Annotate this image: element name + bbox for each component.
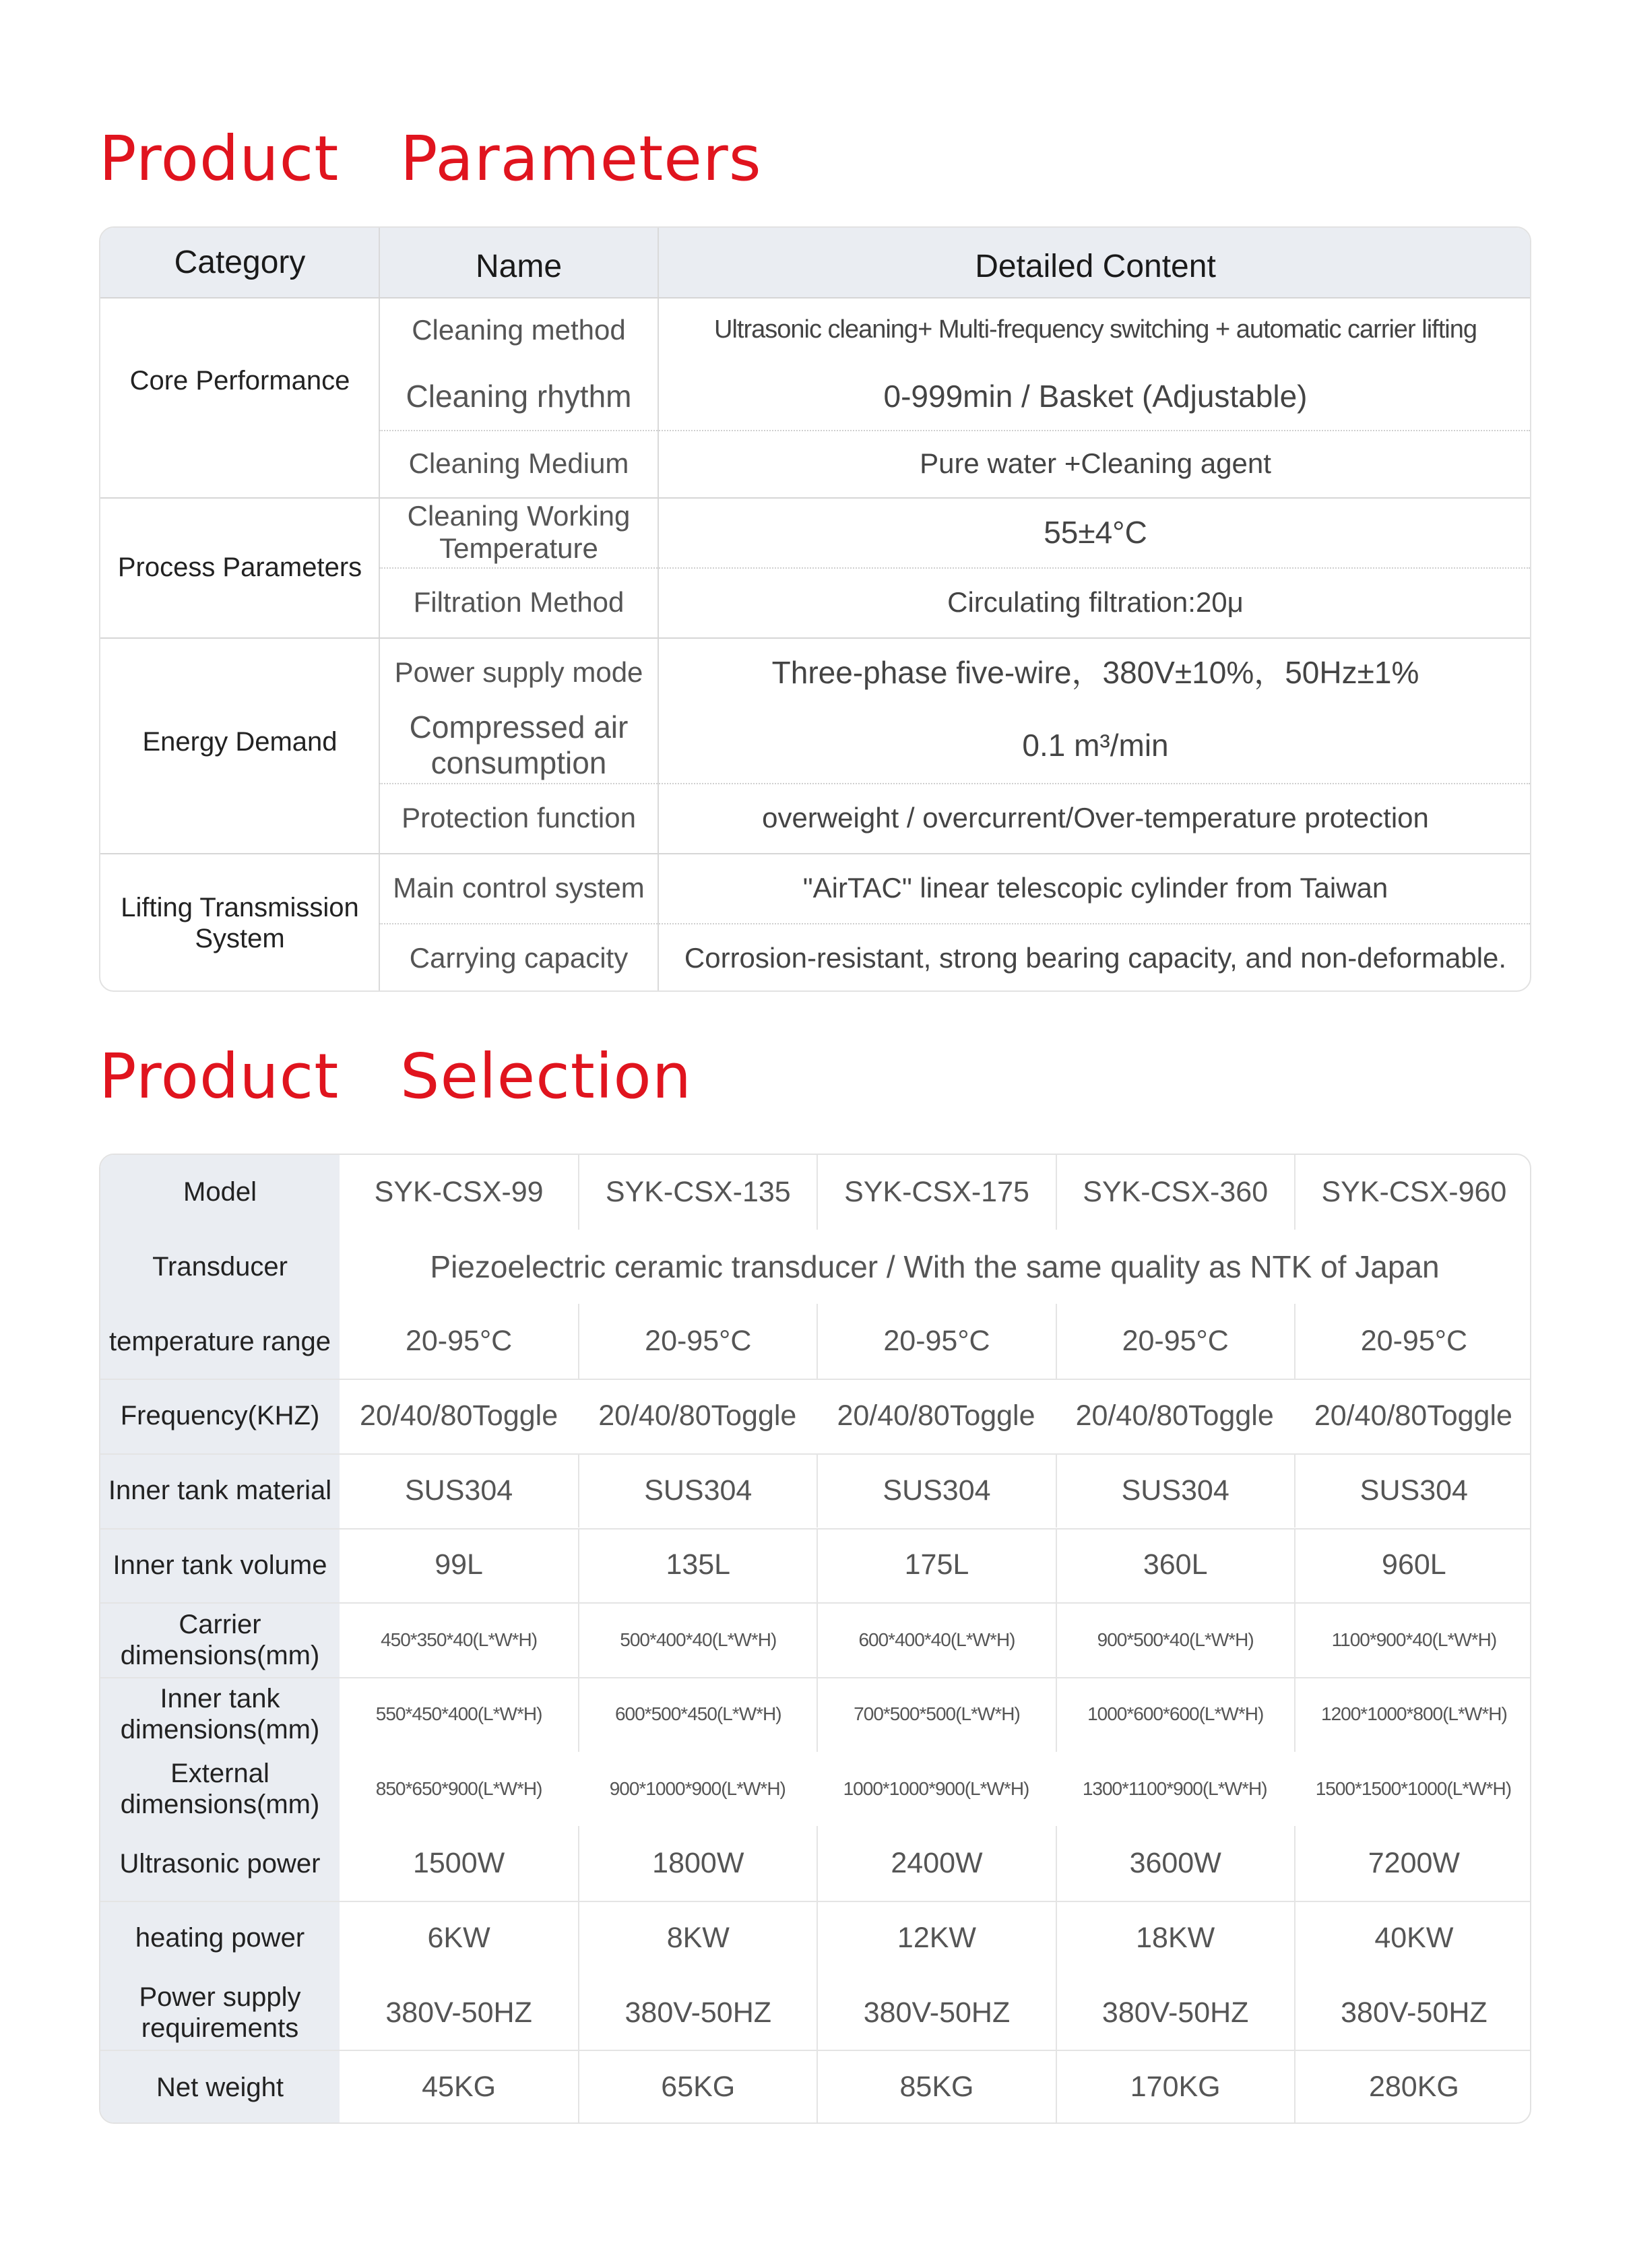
param-name: Power supply mode: [394, 656, 643, 688]
spec-value: SYK-CSX-175: [817, 1155, 1055, 1230]
spec-value: 380V-50HZ: [578, 1976, 817, 2050]
spec-value: 600*500*450(L*W*H): [578, 1677, 817, 1752]
param-name: Cleaning rhythm: [406, 378, 632, 414]
spec-value: 45KG: [422, 2071, 497, 2104]
spec-value: 20-95°C: [1056, 1304, 1294, 1379]
param-content: Corrosion-resistant, strong bearing capacity, and non-deformable.: [684, 941, 1507, 974]
spec-value: 360L: [1056, 1528, 1294, 1603]
product-parameters-heading: Product Parameters: [99, 123, 762, 195]
row-divider: [379, 430, 1530, 431]
spec-value: 1300*1100*900(L*W*H): [1082, 1777, 1267, 1799]
spec-label: heating power: [135, 1923, 305, 1953]
spec-value: 2400W: [817, 1826, 1055, 1901]
spec-label: Net weight: [156, 2072, 284, 2102]
header-category: Category: [100, 228, 379, 298]
spec-value: 20/40/80Toggle: [598, 1399, 797, 1432]
header-name: Name: [379, 228, 658, 298]
spec-value: 20-95°C: [578, 1304, 817, 1379]
spec-value: 175L: [817, 1528, 1055, 1603]
spec-value: 280KG: [1294, 2050, 1531, 2124]
spec-value: 500*400*40(L*W*H): [578, 1602, 817, 1677]
spec-row: [100, 1752, 1530, 1827]
spec-value: 1800W: [578, 1826, 817, 1901]
spec-label: Carrier dimensions(mm): [120, 1609, 320, 1670]
spec-label: External dimensions(mm): [120, 1758, 320, 1819]
spec-value: SUS304: [1294, 1453, 1531, 1528]
category-energy-demand: Energy Demand: [142, 727, 338, 757]
spec-value: SYK-CSX-360: [1056, 1155, 1294, 1230]
product-parameters-table: [99, 226, 1531, 992]
spec-label: Ultrasonic power: [119, 1848, 321, 1879]
spec-value: SYK-CSX-135: [578, 1155, 817, 1230]
spec-label: Frequency(KHZ): [120, 1401, 320, 1431]
spec-value: SYK-CSX-960: [1294, 1155, 1531, 1230]
row-divider: [100, 853, 1530, 854]
spec-row: [100, 1379, 1530, 1453]
spec-value: 1100*900*40(L*W*H): [1294, 1602, 1531, 1677]
spec-value: 8KW: [578, 1901, 817, 1976]
spec-value: 20/40/80Toggle: [1075, 1399, 1274, 1432]
row-divider: [100, 637, 1530, 639]
spec-value: 1500W: [412, 1847, 505, 1880]
product-selection-heading: Product Selection: [99, 1040, 693, 1112]
row-divider: [379, 567, 1530, 569]
param-name: Cleaning Working Temperature: [407, 499, 631, 564]
spec-value: 18KW: [1056, 1901, 1294, 1976]
spec-label: Inner tank dimensions(mm): [120, 1684, 320, 1745]
spec-label: Model: [183, 1177, 257, 1207]
spec-value: SUS304: [817, 1453, 1055, 1528]
spec-value: 12KW: [817, 1901, 1055, 1976]
spec-value: 900*1000*900(L*W*H): [609, 1777, 786, 1799]
param-name: Cleaning Medium: [408, 447, 629, 479]
param-content: Ultrasonic cleaning+ Multi-frequency switching + automatic carrier lifting: [714, 315, 1477, 344]
product-selection-table: [99, 1154, 1531, 2124]
column-divider: [379, 228, 380, 992]
param-name: Cleaning method: [412, 313, 626, 346]
spec-row: [100, 1677, 1530, 1752]
spec-value: 99L: [435, 1548, 483, 1581]
spec-value: 85KG: [817, 2050, 1055, 2124]
spec-value-span: Piezoelectric ceramic transducer / With the same quality as NTK of Japan: [430, 1249, 1440, 1285]
param-content: 55±4°C: [1044, 514, 1147, 550]
spec-value: 20-95°C: [1294, 1304, 1531, 1379]
spec-row: [100, 1528, 1530, 1603]
spec-value: SUS304: [578, 1453, 817, 1528]
spec-value: 20/40/80Toggle: [1314, 1399, 1512, 1432]
spec-value: 960L: [1294, 1528, 1531, 1603]
param-content: Circulating filtration:20μ: [947, 586, 1244, 618]
spec-label: Power supply requirements: [139, 1982, 301, 2044]
spec-row: [100, 1304, 1530, 1379]
spec-label: Inner tank volume: [113, 1550, 327, 1580]
spec-value: 450*350*40(L*W*H): [381, 1629, 538, 1650]
param-name: Filtration Method: [413, 586, 625, 618]
spec-value: 6KW: [427, 1921, 490, 1954]
spec-row: [100, 1602, 1530, 1677]
spec-value: 380V-50HZ: [1056, 1976, 1294, 2050]
spec-value: 700*500*500(L*W*H): [817, 1677, 1055, 1752]
spec-value: SUS304: [1056, 1453, 1294, 1528]
spec-value: 380V-50HZ: [817, 1976, 1055, 2050]
row-divider: [379, 923, 1530, 924]
spec-label: Transducer: [152, 1252, 288, 1282]
spec-value: SYK-CSX-99: [374, 1175, 544, 1208]
spec-value: 7200W: [1294, 1826, 1531, 1901]
spec-value: SUS304: [405, 1474, 513, 1507]
spec-row: [100, 1901, 1530, 1976]
row-divider: [100, 297, 1530, 298]
spec-row: [100, 1826, 1530, 1901]
param-content: Pure water +Cleaning agent: [920, 447, 1271, 479]
spec-value: 850*650*900(L*W*H): [375, 1777, 542, 1799]
spec-label: Inner tank material: [108, 1476, 332, 1506]
spec-row: [100, 1453, 1530, 1528]
category-process-parameters: Process Parameters: [117, 553, 362, 582]
row-divider: [100, 497, 1530, 499]
header-detailed-content: Detailed Content: [658, 228, 1531, 298]
spec-value: 1000*600*600(L*W*H): [1056, 1677, 1294, 1752]
row-divider: [379, 783, 1530, 784]
spec-row: [100, 1976, 1530, 2050]
spec-value: 600*400*40(L*W*H): [817, 1602, 1055, 1677]
spec-value: 20-95°C: [405, 1325, 513, 1358]
spec-value: 20/40/80Toggle: [360, 1399, 558, 1432]
spec-value: 380V-50HZ: [385, 1996, 532, 2029]
spec-value: 1200*1000*800(L*W*H): [1294, 1677, 1531, 1752]
spec-row: [100, 1155, 1530, 1230]
category-core-performance: Core Performance: [129, 366, 350, 396]
spec-value: 550*450*400(L*W*H): [375, 1703, 542, 1725]
spec-value: 900*500*40(L*W*H): [1056, 1602, 1294, 1677]
category-lifting-transmission-system: Lifting Transmission System: [121, 893, 359, 953]
spec-value: 1000*1000*900(L*W*H): [843, 1777, 1029, 1799]
spec-value: 3600W: [1056, 1826, 1294, 1901]
spec-label: temperature range: [108, 1326, 331, 1356]
column-divider: [658, 228, 659, 992]
spec-value: 380V-50HZ: [1294, 1976, 1531, 2050]
spec-value: 1500*1500*1000(L*W*H): [1315, 1777, 1512, 1799]
spec-row: [100, 2050, 1530, 2124]
param-name: Carrying capacity: [409, 941, 629, 974]
spec-row: [100, 1230, 1530, 1304]
spec-value: 40KW: [1294, 1901, 1531, 1976]
param-content: 0-999min / Basket (Adjustable): [883, 378, 1308, 414]
spec-value: 65KG: [578, 2050, 817, 2124]
param-content: 0.1 m³/min: [1022, 727, 1169, 763]
param-name: Compressed air consumption: [409, 710, 629, 780]
param-content: Three-phase five-wire，380V±10%，50Hz±1%: [771, 654, 1419, 690]
param-name: Main control system: [393, 871, 645, 904]
spec-value: 20/40/80Toggle: [837, 1399, 1035, 1432]
param-name: Protection function: [402, 801, 636, 833]
spec-value: 135L: [578, 1528, 817, 1603]
spec-value: 20-95°C: [817, 1304, 1055, 1379]
spec-value: 170KG: [1056, 2050, 1294, 2124]
param-content: "AirTAC" linear telescopic cylinder from Taiwan: [802, 871, 1388, 904]
param-content: overweight / overcurrent/Over-temperature protection: [762, 801, 1429, 833]
